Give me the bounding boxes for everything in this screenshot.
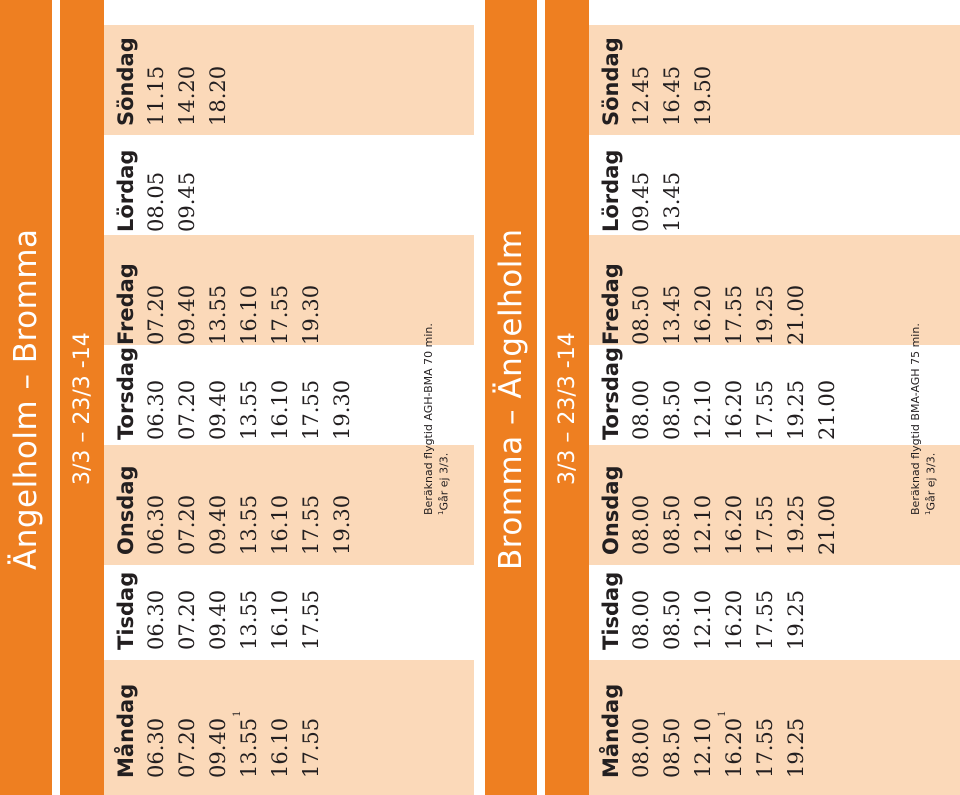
departure-time	[629, 495, 653, 555]
departure-time	[722, 495, 746, 555]
day-header: Torsdag	[114, 346, 138, 440]
departure-time	[144, 590, 168, 650]
time-text: 13.45	[660, 171, 684, 232]
departure-time	[722, 285, 746, 345]
footnote-mark: 1	[232, 710, 243, 717]
departure-time	[175, 285, 199, 345]
time-text: 06.30	[144, 379, 168, 440]
time-text: 09.45	[175, 171, 199, 232]
departure-time	[660, 718, 684, 778]
time-text: 16.10	[268, 589, 292, 650]
time-text: 08.50	[660, 589, 684, 650]
day-header: Fredag	[114, 263, 138, 345]
departure-time	[691, 590, 715, 650]
departure-time	[144, 172, 168, 232]
departure-time	[784, 285, 808, 345]
time-text: 18.20	[206, 65, 230, 126]
time-text: 19.25	[784, 494, 808, 555]
time-text: 13.45	[660, 284, 684, 345]
day-header: Fredag	[599, 263, 623, 345]
time-text: 17.55	[753, 717, 777, 778]
time-text: 08.00	[629, 494, 653, 555]
time-text: 07.20	[144, 284, 168, 345]
time-text: 21.00	[815, 379, 839, 440]
day-header: Lördag	[114, 149, 138, 232]
departure-time	[237, 590, 261, 650]
departure-time	[691, 380, 715, 440]
time-text: 19.25	[784, 717, 808, 778]
departure-time	[144, 495, 168, 555]
time-text: 09.40	[206, 379, 230, 440]
departure-time	[691, 285, 715, 345]
time-text: 08.00	[629, 717, 653, 778]
departure-time	[268, 285, 292, 345]
time-text: 14.20	[175, 65, 199, 126]
departure-time	[629, 66, 653, 126]
departure-time	[144, 380, 168, 440]
time-text: 17.55	[299, 379, 323, 440]
departure-time	[629, 590, 653, 650]
time-text: 11.15	[144, 65, 168, 126]
departure-time	[299, 590, 323, 650]
time-text: 07.20	[175, 494, 199, 555]
departure-time	[691, 66, 715, 126]
time-text: 07.20	[175, 717, 199, 778]
time-text: 08.50	[629, 284, 653, 345]
section-title: Bromma – Ängelholm	[493, 228, 529, 570]
departure-time	[629, 380, 653, 440]
departure-time	[691, 495, 715, 555]
time-text: 13.55	[237, 589, 261, 650]
time-text: 12.10	[691, 494, 715, 555]
time-text: 17.55	[299, 589, 323, 650]
section-title: Ängelholm – Bromma	[8, 228, 44, 570]
time-text: 16.10	[268, 717, 292, 778]
departure-time	[299, 495, 323, 555]
departure-time	[237, 380, 261, 440]
time-text: 16.20	[691, 284, 715, 345]
day-header: Söndag	[114, 37, 138, 126]
time-text: 19.30	[330, 379, 354, 440]
time-text: 09.40	[206, 589, 230, 650]
time-text: 16.20	[722, 589, 746, 650]
day-header: Söndag	[599, 37, 623, 126]
departure-time	[268, 495, 292, 555]
footnote-mark: 1	[924, 510, 932, 515]
departure-time	[784, 718, 808, 778]
footnote-text: Går ej 3/3.	[437, 452, 451, 511]
time-text: 06.30	[144, 717, 168, 778]
time-text: 13.55	[237, 717, 261, 778]
time-text: 08.00	[629, 379, 653, 440]
footnote-mark: 1	[437, 510, 445, 515]
time-text: 16.10	[268, 494, 292, 555]
time-text: 06.30	[144, 589, 168, 650]
time-text: 13.55	[237, 379, 261, 440]
period-label: 3/3 – 23/3 -14	[555, 332, 580, 485]
departure-time	[660, 66, 684, 126]
day-header: Torsdag	[599, 346, 623, 440]
departure-time	[268, 718, 292, 778]
time-text: 09.45	[629, 171, 653, 232]
departure-time	[144, 718, 168, 778]
time-text: 16.20	[722, 717, 746, 778]
time-text: 09.40	[206, 494, 230, 555]
departure-time	[660, 380, 684, 440]
time-text: 07.20	[175, 589, 199, 650]
departure-time	[144, 285, 168, 345]
departure-time	[175, 590, 199, 650]
time-text: 17.55	[753, 379, 777, 440]
departure-time	[753, 590, 777, 650]
time-text: 13.55	[206, 284, 230, 345]
departure-time	[299, 718, 323, 778]
departure-time	[206, 380, 230, 440]
time-text: 16.20	[722, 494, 746, 555]
departure-time	[206, 495, 230, 555]
departure-time	[175, 66, 199, 126]
time-text: 16.10	[237, 284, 261, 345]
footnote-text: Går ej 3/3.	[924, 452, 938, 511]
note-line: Beräknad flygtid BMA-AGH 75 min.	[909, 323, 922, 515]
time-text: 08.50	[660, 717, 684, 778]
day-header: Måndag	[599, 683, 623, 778]
departure-time	[717, 710, 746, 779]
departure-time	[175, 172, 199, 232]
departure-time	[753, 285, 777, 345]
note-footnote	[435, 323, 451, 515]
departure-time	[237, 495, 261, 555]
note-footnote	[922, 323, 938, 515]
day-header: Lördag	[599, 149, 623, 232]
time-text: 17.55	[268, 284, 292, 345]
day-header: Tisdag	[599, 571, 623, 650]
flight-time-note	[909, 323, 938, 515]
time-text: 12.10	[691, 589, 715, 650]
time-text: 19.25	[753, 284, 777, 345]
time-text: 19.25	[784, 379, 808, 440]
time-text: 17.55	[753, 494, 777, 555]
time-text: 09.40	[206, 717, 230, 778]
time-text: 19.50	[691, 65, 715, 126]
day-header: Onsdag	[114, 465, 138, 555]
departure-time	[175, 380, 199, 440]
time-text: 12.10	[691, 379, 715, 440]
departure-time	[144, 66, 168, 126]
departure-time	[206, 66, 230, 126]
departure-time	[660, 172, 684, 232]
departure-time	[629, 718, 653, 778]
time-text: 08.50	[660, 494, 684, 555]
departure-time	[629, 172, 653, 232]
time-text: 17.55	[299, 717, 323, 778]
time-text: 13.55	[237, 494, 261, 555]
departure-time	[784, 590, 808, 650]
departure-time	[237, 285, 261, 345]
departure-time	[660, 590, 684, 650]
time-text: 21.00	[784, 284, 808, 345]
departure-time	[299, 380, 323, 440]
time-text: 16.45	[660, 65, 684, 126]
footnote-mark: 1	[717, 710, 728, 717]
time-text: 16.10	[268, 379, 292, 440]
departure-time	[268, 380, 292, 440]
day-header: Tisdag	[114, 571, 138, 650]
time-text: 17.55	[722, 284, 746, 345]
departure-time	[330, 495, 354, 555]
time-text: 08.50	[660, 379, 684, 440]
departure-time	[232, 710, 261, 779]
time-text: 12.10	[691, 717, 715, 778]
time-text: 16.20	[722, 379, 746, 440]
departure-time	[691, 718, 715, 778]
departure-time	[206, 590, 230, 650]
departure-time	[660, 495, 684, 555]
time-text: 21.00	[815, 494, 839, 555]
day-header: Måndag	[114, 683, 138, 778]
departure-time	[299, 285, 323, 345]
departure-time	[175, 495, 199, 555]
departure-time	[268, 590, 292, 650]
departure-time	[722, 380, 746, 440]
note-line: Beräknad flygtid AGH-BMA 70 min.	[422, 323, 435, 515]
departure-time	[784, 495, 808, 555]
departure-time	[815, 495, 839, 555]
departure-time	[175, 718, 199, 778]
time-text: 08.05	[144, 171, 168, 232]
flight-time-note	[422, 323, 451, 515]
departure-time	[753, 495, 777, 555]
departure-time	[206, 285, 230, 345]
departure-time	[629, 285, 653, 345]
time-text: 06.30	[144, 494, 168, 555]
time-text: 19.25	[784, 589, 808, 650]
departure-time	[722, 590, 746, 650]
departure-time	[206, 718, 230, 778]
departure-time	[753, 718, 777, 778]
time-text: 09.40	[175, 284, 199, 345]
time-text: 19.30	[330, 494, 354, 555]
departure-time	[330, 380, 354, 440]
time-text: 17.55	[299, 494, 323, 555]
departure-time	[784, 380, 808, 440]
time-text: 19.30	[299, 284, 323, 345]
time-text: 17.55	[753, 589, 777, 650]
departure-time	[753, 380, 777, 440]
departure-time	[815, 380, 839, 440]
time-text: 08.00	[629, 589, 653, 650]
time-text: 12.45	[629, 65, 653, 126]
day-header: Onsdag	[599, 465, 623, 555]
time-text: 07.20	[175, 379, 199, 440]
departure-time	[660, 285, 684, 345]
period-label: 3/3 – 23/3 -14	[70, 332, 95, 485]
